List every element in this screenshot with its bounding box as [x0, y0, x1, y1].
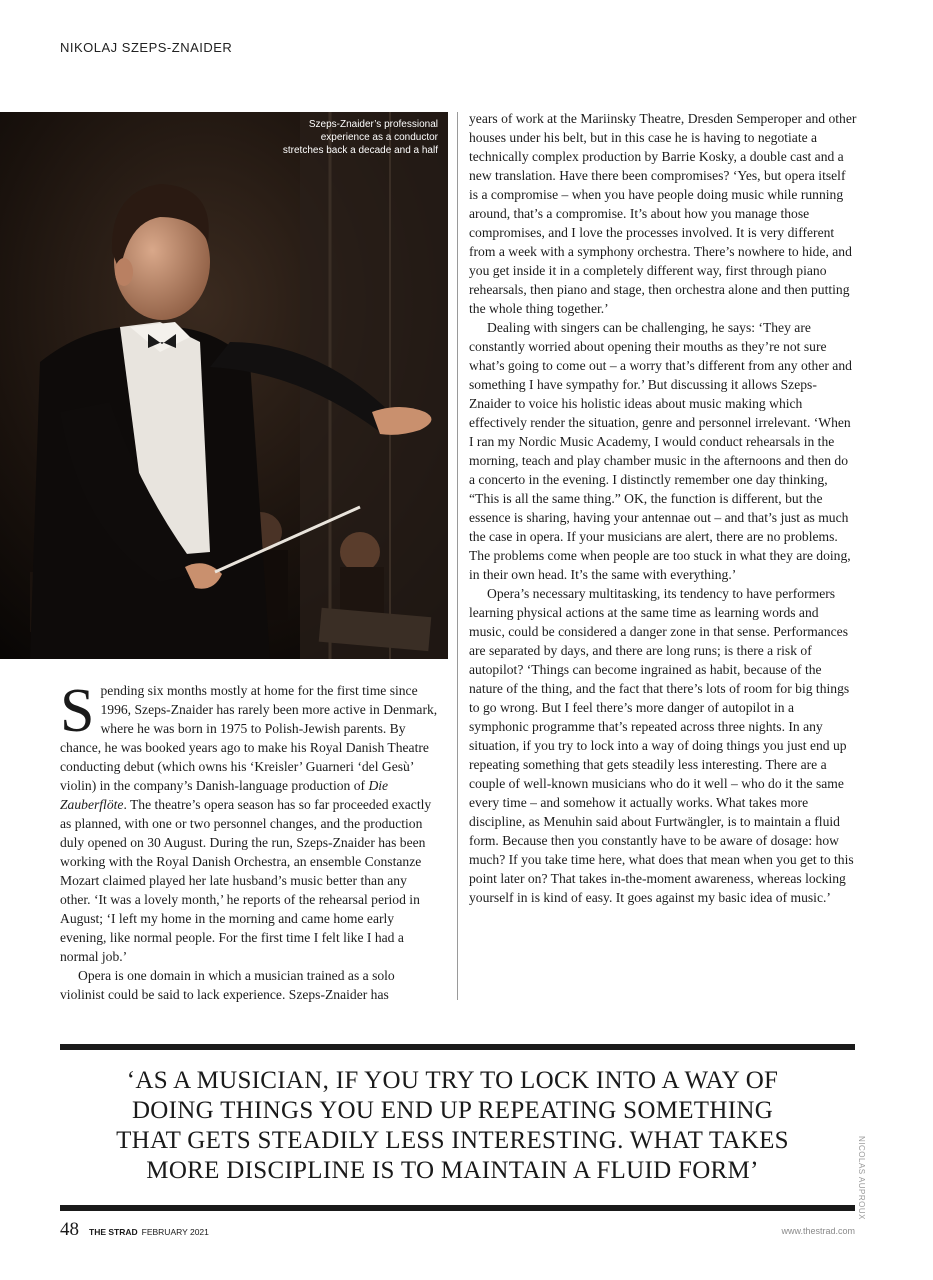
page-number: 48: [60, 1219, 79, 1240]
column-divider: [457, 112, 458, 1000]
website-url[interactable]: www.thestrad.com: [781, 1226, 855, 1236]
running-head: NIKOLAJ SZEPS-ZNAIDER: [60, 40, 233, 55]
article-paragraph: Dealing with singers can be challenging, he says: ‘They are constantly worried about opening their mouths as they’re not sure what’s going to come out – a worry that’s different from any other and something I have sympathy for.’ But discussing it allows Szeps-Znaider to voice his holistic ideas about music making which effectively render the situation, genre and personnel irrelevant. ‘When I ran my Nordic Music Academy, I would conduct rehearsals in the morning, teach and play chamber music in the afternoons and then do a concerto in the evening. I distinctly remember one day thinking, “This is all the same thing.” OK, the function is different, but the essence is sharing, having your antennae out – and that’s just as much the case in opera. If your musicians are alert, there are no problems. The problems come when people are too stuck in what they are doing, in their own head. It’s the same with everything.’: [469, 320, 852, 582]
page-footer: [60, 1219, 209, 1241]
pullquote-rule-top: [60, 1044, 855, 1050]
article-paragraph: years of work at the Mariinsky Theatre, Dresden Semperoper and other houses under his belt, but in this case he is having to negotiate a technically complex production by Barrie Kosky, a double cast and a new translation. Have there been compromises? ‘Yes, but opera itself is a compromise – when you have people doing music while running around, that’s a compromise. It’s about how you manage those compromises, and I love the processes involved. It is very different from a week with a symphony orchestra. There’s nowhere to hide, and you get inside it in a completely different way, first through piano rehearsals, then piano and stage, then orchestra alone and then putting the whole thing together.’: [469, 111, 857, 316]
opera-title: Die Zauberflöte: [60, 778, 389, 812]
photo-credit: NICOLAS AUPROUX: [857, 1136, 866, 1220]
pull-quote-line: DOING THINGS YOU END UP REPEATING SOMETHING: [131, 1097, 774, 1124]
article-paragraph: [60, 677, 438, 966]
caption-line-3: stretches back a decade and a half: [282, 145, 438, 156]
article-text: . The theatre’s opera season has so far proceeded exactly as planned, with one or two personnel changes, and the production duly opened on 30 August. During the run, Szeps-Znaider has been working with the Royal Danish Orchestra, an ensemble Constanze Mozart claimed played her late husband’s music better than any other. ‘It was a lovely month,’ he reports of the rehearsal period in August; ‘I left my home in the morning and came home early evening, like normal people. For the first time I felt like I had a normal job.’: [60, 797, 432, 964]
conductor-illustration: [0, 112, 448, 659]
article-text: pending six months mostly at home for the first time since 1996, Szeps-Znaider has rarely been more active in Denmark, where he was born in 1975 to Polish-Jewish parents. By chance, he was booked years ago to make his Royal Danish Theatre conducting debut (which owns his ‘Kreisler’ Guarneri ‘del Gesù’ violin) in the company’s Danish-language production of: [60, 683, 438, 793]
magazine-name: THE STRAD: [89, 1227, 138, 1237]
conductor-photo: [0, 112, 448, 659]
pull-quote-line: ‘AS A MUSICIAN, IF YOU TRY TO LOCK INTO A WAY OF: [126, 1067, 779, 1094]
article-paragraph: Opera’s necessary multitasking, its tendency to have performers learning physical actions at the same time as learning words and music, could be considered a danger zone in that sense. Performances are separated by days, and there are long runs; is there a risk of autopilot? ‘Things can become ingrained as habit, because of the nature of the thing, and the fact that there’s lots of room for big things to go wrong. But I feel there’s more danger of autopilot in a symphonic programme that’s repeated across three nights. In any situation, if you try to lock into a way of doing things you just end up repeating something that gets steadily less interesting. There are a couple of well-known musicians who do it well – who do it the same every time – and somehow it actually works. What takes more discipline, as Menuhin said about Furtwängler, is to maintain a fluid form. Because then you constantly have to be aware of dosage: how much? If you take time here, what does that mean when you get to this point later on? That takes in-the-moment awareness, whereas locking yourself in is kind of easy. It goes against my basic idea of music.’: [469, 586, 854, 905]
caption-line-1: Szeps-Znaider’s professional: [308, 119, 438, 130]
drop-cap: S: [60, 677, 95, 745]
article-column-left: [60, 677, 438, 1004]
pull-quote: [90, 1066, 815, 1186]
pull-quote-line: MORE DISCIPLINE IS TO MAINTAIN A FLUID FORM’: [146, 1157, 759, 1184]
pullquote-rule-bottom: [60, 1205, 855, 1211]
issue-date: FEBRUARY 2021: [141, 1227, 209, 1237]
caption-line-2: experience as a conductor: [320, 132, 438, 143]
article-paragraph: Opera is one domain in which a musician trained as a solo violinist could be said to lack experience. Szeps-Znaider has: [60, 968, 395, 1002]
photo-caption: [238, 118, 438, 157]
pull-quote-line: THAT GETS STEADILY LESS INTERESTING. WHAT TAKES: [116, 1127, 789, 1154]
article-column-right: [469, 109, 857, 907]
